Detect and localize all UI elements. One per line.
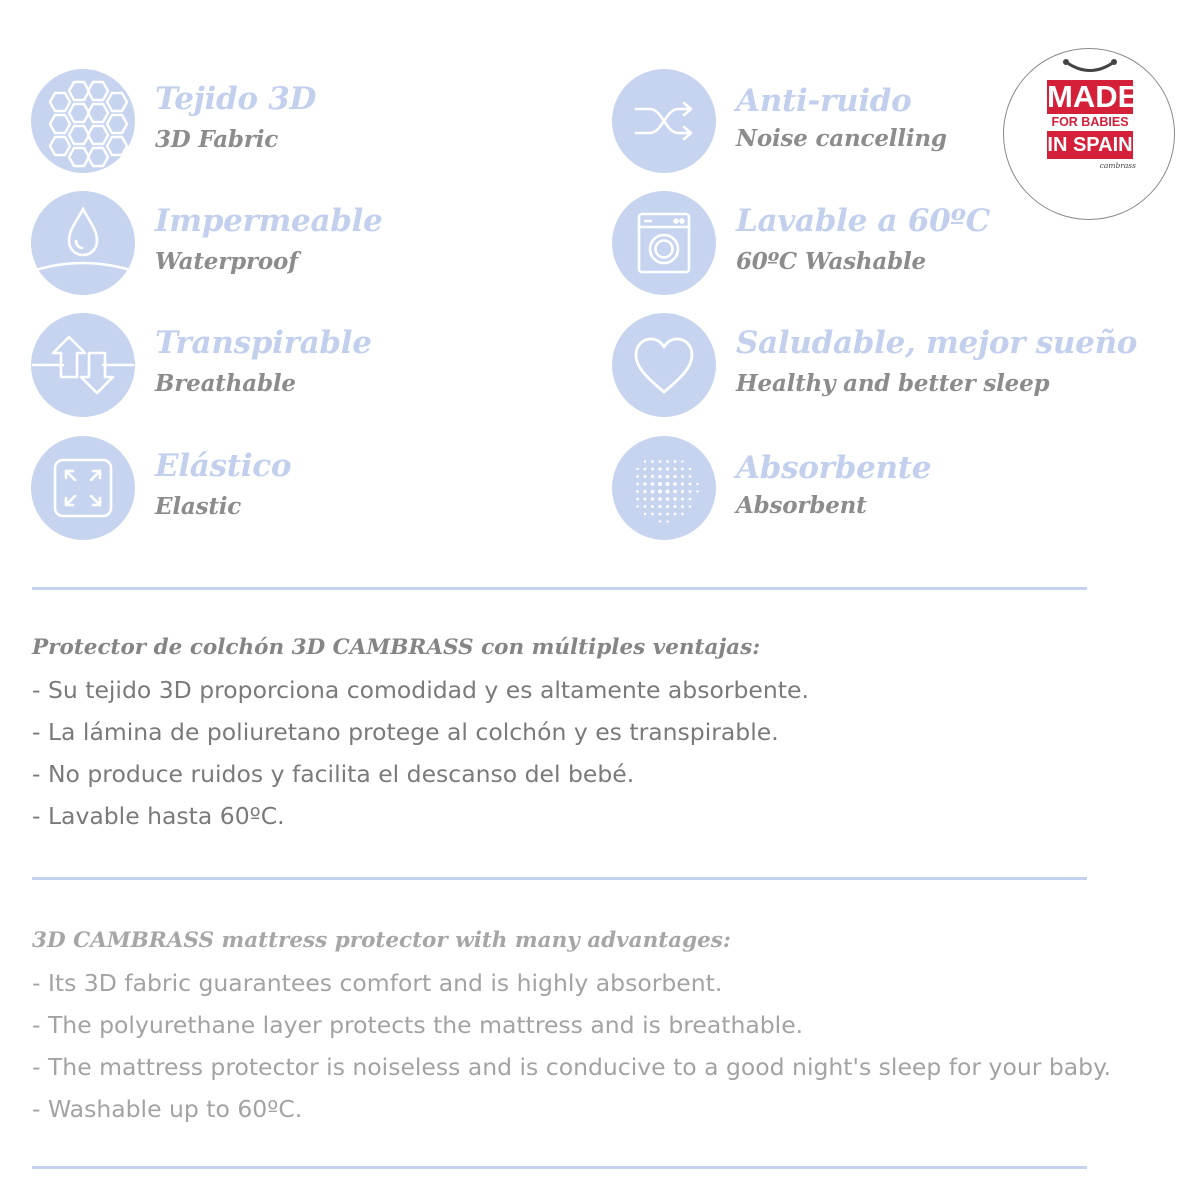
badge-brand: cambrass bbox=[1099, 161, 1136, 170]
spanish-line: - La lámina de poliuretano protege al colchón y es transpirable. bbox=[32, 718, 779, 746]
feature-subtitle: Breathable bbox=[155, 370, 296, 397]
feature-subtitle: 60ºC Washable bbox=[736, 248, 926, 275]
expand-arrows-icon bbox=[31, 436, 135, 540]
feature-subtitle: 3D Fabric bbox=[155, 126, 279, 153]
english-heading: 3D CAMBRASS mattress protector with many advantages: bbox=[32, 928, 731, 953]
feature-title: Impermeable bbox=[155, 203, 383, 239]
feature-subtitle: Noise cancelling bbox=[736, 125, 947, 152]
feature-subtitle: Elastic bbox=[155, 493, 242, 520]
english-line: - The polyurethane layer protects the mattress and is breathable. bbox=[32, 1011, 804, 1039]
english-line: - Its 3D fabric guarantees comfort and is highly absorbent. bbox=[32, 969, 723, 997]
made-in-spain-badge bbox=[1003, 48, 1175, 220]
dots-circle-icon bbox=[612, 436, 716, 540]
english-line: - The mattress protector is noiseless and is conducive to a good night's sleep for your baby. bbox=[32, 1053, 1112, 1081]
spanish-line: - Lavable hasta 60ºC. bbox=[32, 802, 285, 830]
airflow-arrows-icon bbox=[31, 313, 135, 417]
divider-bottom bbox=[32, 1166, 1087, 1169]
feature-subtitle: Waterproof bbox=[155, 248, 298, 275]
shuffle-icon bbox=[612, 69, 716, 173]
badge-in-spain: IN SPAIN bbox=[1047, 131, 1133, 159]
heart-icon bbox=[612, 313, 716, 417]
honeycomb-icon bbox=[31, 69, 135, 173]
badge-for-babies: FOR BABIES bbox=[1047, 114, 1133, 131]
feature-title: Absorbente bbox=[736, 450, 932, 486]
divider-middle bbox=[32, 877, 1087, 880]
feature-title: Saludable, mejor sueño bbox=[736, 325, 1138, 361]
english-description bbox=[32, 920, 1132, 1130]
divider-top bbox=[32, 587, 1087, 590]
feature-title: Lavable a 60ºC bbox=[736, 203, 990, 239]
spanish-heading: Protector de colchón 3D CAMBRASS con múltiples ventajas: bbox=[32, 635, 761, 660]
spanish-line: - No produce ruidos y facilita el descanso del bebé. bbox=[32, 760, 635, 788]
feature-title: Elástico bbox=[155, 448, 292, 484]
spanish-line: - Su tejido 3D proporciona comodidad y es altamente absorbente. bbox=[32, 676, 809, 704]
english-line: - Washable up to 60ºC. bbox=[32, 1095, 303, 1123]
spanish-description bbox=[32, 627, 1132, 837]
feature-title: Anti-ruido bbox=[736, 83, 912, 119]
feature-title: Transpirable bbox=[155, 325, 372, 361]
feature-subtitle: Healthy and better sleep bbox=[736, 370, 1050, 397]
badge-made: MADE bbox=[1047, 79, 1139, 114]
washing-machine-icon bbox=[612, 191, 716, 295]
feature-subtitle: Absorbent bbox=[736, 492, 867, 519]
feature-title: Tejido 3D bbox=[155, 81, 317, 117]
water-drop-icon bbox=[31, 191, 135, 295]
